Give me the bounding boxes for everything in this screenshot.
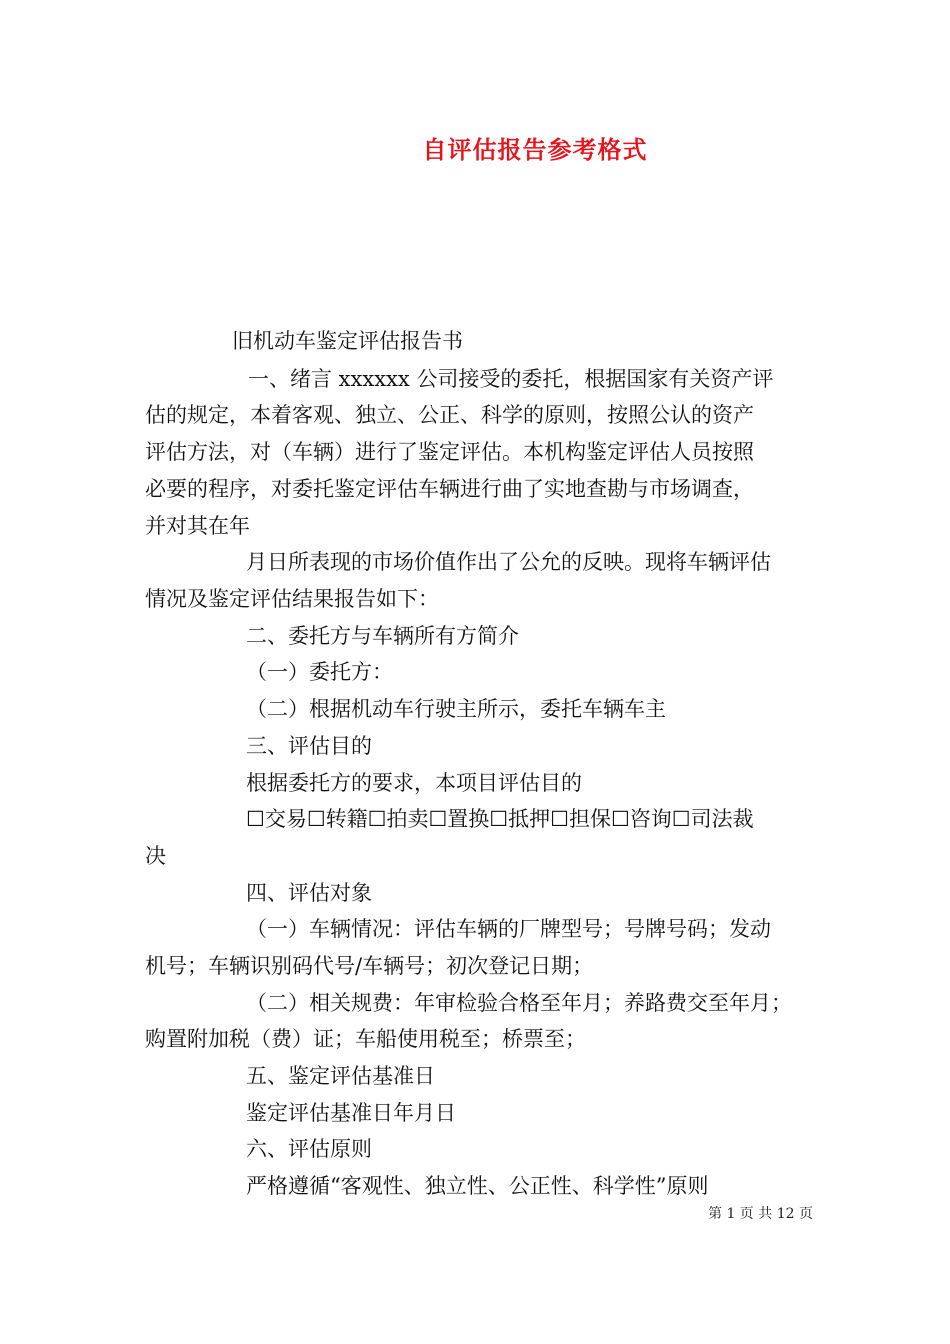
page-number-footer: 第 1 页 共 12 页 [708,1206,813,1222]
paragraph-line: 严格遵循“客观性、独立性、公正性、科学性”原则 [246,1174,709,1198]
paragraph-line: 估的规定，本着客观、独立、公正、科学的原则，按照公认的资产 [145,403,754,427]
paragraph-line: 购置附加税（费）证；车船使用税至；桥票至； [145,1027,586,1051]
section-heading: 二、委托方与车辆所有方简介 [246,624,519,648]
paragraph-line: 机号；车辆识别码代号/车辆号；初次登记日期； [145,954,594,978]
paragraph-line: 评估方法，对（车辆）进行了鉴定评估。本机构鉴定评估人员按照 [145,440,754,464]
section-heading: 四、评估对象 [246,881,372,905]
paragraph-line: 必要的程序，对委托鉴定评估车辆进行曲了实地查勘与市场调查， [145,477,754,501]
section-heading: 六、评估原则 [246,1137,372,1161]
paragraph-line: 并对其在年 [145,514,250,538]
paragraph-line: 情况及鉴定评估结果报告如下： [145,587,439,611]
paragraph-line: 决 [145,844,166,868]
report-heading: 旧机动车鉴定评估报告书 [232,329,463,353]
paragraph-line: 根据委托方的要求，本项目评估目的 [246,771,582,795]
paragraph-line: （一）委托方： [246,660,393,684]
paragraph-line: 一、绪言 xxxxxx 公司接受的委托，根据国家有关资产评 [248,367,774,391]
document-title: 自评估报告参考格式 [422,136,648,164]
paragraph-line: （二）相关规费：年审检验合格至年月；养路费交至年月； [246,991,792,1015]
paragraph-line: 月日所表现的市场价值作出了公允的反映。现将车辆评估 [246,550,771,574]
section-heading: 三、评估目的 [246,734,372,758]
paragraph-line: 鉴定评估基准日年月日 [246,1101,456,1125]
checkbox-options-line: ☐交易☐转籍☐拍卖☐置换☐抵押☐担保☐咨询☐司法裁 [246,807,754,831]
paragraph-line: （二）根据机动车行驶主所示，委托车辆车主 [246,697,666,721]
section-heading: 五、鉴定评估基准日 [246,1064,435,1088]
paragraph-line: （一）车辆情况：评估车辆的厂牌型号；号牌号码；发动 [246,917,771,941]
